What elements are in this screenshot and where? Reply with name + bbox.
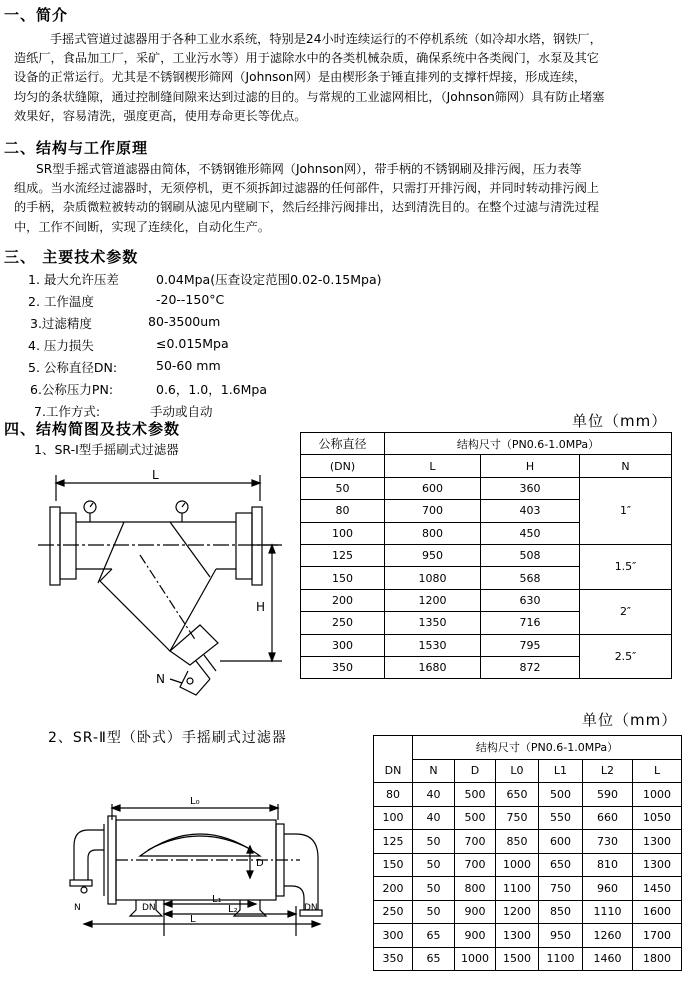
intro-paragraph (14, 30, 684, 126)
type2-label-l1: L₁ (212, 894, 222, 905)
spec-value: 0.6，1.0，1.6Mpa (156, 382, 268, 397)
type2-col-d: D (455, 759, 496, 783)
cell: 1800 (633, 947, 682, 971)
table-row (374, 806, 682, 830)
specs-heading: 三、 主要技术参数 (4, 248, 139, 266)
cell: 660 (583, 806, 633, 830)
cell: 1100 (496, 877, 539, 901)
spec-label: 2. 工作温度 (28, 294, 94, 309)
diagram-heading: 四、结构简图及技术参数 (4, 420, 181, 438)
type2-col-l0: L0 (496, 759, 539, 783)
cell: 1000 (496, 853, 539, 877)
cell: 650 (496, 783, 539, 807)
spec-label: 7.工作方式: (34, 404, 101, 419)
cell: 200 (301, 589, 385, 611)
structure-line: 组成。当水流经过滤器时，无须停机，更不须拆卸过滤器的任何部件，只需打开排污阀，并同时转动排污阀上 (14, 181, 599, 196)
spec-value: -20--150°C (156, 292, 225, 307)
cell: 1200 (385, 589, 481, 611)
cell: 850 (539, 900, 583, 924)
cell: 80 (301, 500, 385, 522)
table-row (301, 477, 672, 499)
spec-value: 50-60 mm (156, 358, 221, 373)
cell: 150 (301, 567, 385, 589)
table-row (374, 853, 682, 877)
cell: 650 (539, 853, 583, 877)
type2-dimension-table (373, 735, 682, 971)
structure-line: 的手柄，杂质微粒被转动的钢刷从滤见内壁刷下，然后经排污阀排出，达到清洗目的。在整个过滤与清洗过程 (14, 200, 599, 215)
type2-title: 2、SR-Ⅱ型（卧式）手摇刷式过滤器 (48, 730, 287, 746)
spec-label: 1. 最大允许压差 (28, 272, 119, 287)
cell: 350 (301, 656, 385, 678)
cell: 1080 (385, 567, 481, 589)
cell: 508 (481, 544, 580, 566)
spec-label: 5. 公称直径DN: (28, 360, 118, 375)
cell: 50 (301, 477, 385, 499)
type1-col-l: L (385, 455, 481, 477)
cell: 1000 (455, 947, 496, 971)
type1-col-dn: (DN) (301, 455, 385, 477)
cell: 950 (539, 924, 583, 948)
cell: 1100 (539, 947, 583, 971)
cell: 700 (385, 500, 481, 522)
cell: 1300 (633, 830, 682, 854)
cell: 590 (583, 783, 633, 807)
type2-filter-diagram (60, 790, 330, 940)
intro-line: 效果好，容易清洗，强度更高，使用寿命更长等优点。 (14, 108, 307, 123)
cell: 100 (301, 522, 385, 544)
cell: 716 (481, 612, 580, 634)
type1-col-n: N (580, 455, 672, 477)
type2-col-n: N (413, 759, 455, 783)
table-row (374, 783, 682, 807)
cell: 125 (301, 544, 385, 566)
structure-heading: 二、结构与工作原理 (4, 139, 149, 157)
cell: 1500 (496, 947, 539, 971)
type1-diagram-label-n: N (156, 672, 165, 686)
spec-value: ≤0.015Mpa (156, 336, 229, 351)
intro-heading: 一、简介 (4, 6, 69, 24)
cell: 50 (413, 877, 455, 901)
cell: 150 (374, 853, 413, 877)
table-row (374, 877, 682, 901)
cell: 950 (385, 544, 481, 566)
cell: 900 (455, 900, 496, 924)
cell: 700 (455, 830, 496, 854)
type1-diagram-label-h: H (256, 600, 266, 614)
cell: 750 (496, 806, 539, 830)
cell: 40 (413, 783, 455, 807)
cell: 1680 (385, 656, 481, 678)
cell: 80 (374, 783, 413, 807)
type2-label-n: N (74, 903, 81, 913)
cell: 500 (539, 783, 583, 807)
type2-col-l1: L1 (539, 759, 583, 783)
cell: 550 (539, 806, 583, 830)
cell: 403 (481, 500, 580, 522)
table-row (374, 900, 682, 924)
table-row (374, 947, 682, 971)
type2-head-blank (374, 736, 413, 760)
cell: 500 (455, 806, 496, 830)
cell: 1700 (633, 924, 682, 948)
spec-value: 0.04Mpa(压查设定范围0.02-0.15Mpa) (156, 272, 382, 287)
spec-label: 4. 压力损失 (28, 338, 94, 353)
cell: 800 (385, 522, 481, 544)
spec-label: 3.过滤精度 (30, 316, 92, 331)
cell: 900 (455, 924, 496, 948)
cell: 1600 (633, 900, 682, 924)
type2-label-d: D (256, 858, 264, 869)
type1-filter-diagram (20, 465, 295, 705)
cell: 872 (481, 656, 580, 678)
cell: 200 (374, 877, 413, 901)
cell: 800 (455, 877, 496, 901)
cell: 50 (413, 900, 455, 924)
structure-paragraph (14, 160, 684, 237)
cell: 750 (539, 877, 583, 901)
type1-diagram-label-l: L (152, 468, 159, 482)
table-row (301, 589, 672, 611)
table-row (374, 924, 682, 948)
type2-col-dn: DN (374, 759, 413, 783)
cell: 125 (374, 830, 413, 854)
type1-dimension-table (300, 432, 672, 679)
spec-label: 6.公称压力PN: (30, 382, 114, 397)
cell: 100 (374, 806, 413, 830)
intro-line: 造纸厂，食品加工厂，采矿，工业污水等）用于滤除水中的各类机械杂质，确保系统中各类阀门，水泵及其它 (14, 51, 599, 66)
cell: 1200 (496, 900, 539, 924)
type1-unit: 单位（mm） (572, 412, 668, 430)
cell: 1050 (633, 806, 682, 830)
cell: 1350 (385, 612, 481, 634)
intro-line: 均匀的条状缝隙，通过控制缝间隙来达到过滤的目的。与常规的工业滤网相比，（Johnson筛网）具有防止堵塞 (14, 89, 605, 104)
type2-head-dims: 结构尺寸（PN0.6-1.0MPa） (413, 736, 682, 760)
structure-line: 中，工作不间断，实现了连续化，自动化生产。 (14, 219, 270, 234)
cell: 300 (301, 634, 385, 656)
type2-label-l2: L₂ (228, 904, 238, 915)
structure-line: SR型手摇式管道滤器由简体，不锈钢锥形筛网（Johnson网），带手柄的不锈钢刷及排污阀，压力表等 (36, 162, 582, 176)
cell: 350 (374, 947, 413, 971)
type1-head-dn: 公称直径 (301, 433, 385, 455)
cell: 250 (374, 900, 413, 924)
type2-label-l: L (190, 914, 196, 925)
cell: 1300 (633, 853, 682, 877)
spec-list (0, 270, 420, 420)
cell: 250 (301, 612, 385, 634)
type2-label-dn-left: DN (142, 903, 156, 913)
cell: 1″ (580, 477, 672, 544)
type2-label-dn-right: DN (304, 903, 318, 913)
cell: 50 (413, 830, 455, 854)
cell: 700 (455, 853, 496, 877)
cell: 1.5″ (580, 544, 672, 589)
table-row (374, 830, 682, 854)
table-row (301, 634, 672, 656)
cell: 40 (413, 806, 455, 830)
cell: 600 (385, 477, 481, 499)
spec-value: 80-3500um (148, 314, 221, 329)
type2-col-l: L (633, 759, 682, 783)
cell: 65 (413, 947, 455, 971)
cell: 360 (481, 477, 580, 499)
cell: 2.5″ (580, 634, 672, 679)
cell: 2″ (580, 589, 672, 634)
cell: 500 (455, 783, 496, 807)
cell: 850 (496, 830, 539, 854)
cell: 600 (539, 830, 583, 854)
cell: 568 (481, 567, 580, 589)
cell: 810 (583, 853, 633, 877)
cell: 65 (413, 924, 455, 948)
cell: 960 (583, 877, 633, 901)
table-row (301, 544, 672, 566)
cell: 450 (481, 522, 580, 544)
cell: 1450 (633, 877, 682, 901)
cell: 730 (583, 830, 633, 854)
cell: 1530 (385, 634, 481, 656)
cell: 300 (374, 924, 413, 948)
cell: 795 (481, 634, 580, 656)
cell: 1110 (583, 900, 633, 924)
spec-value: 手动或自动 (150, 404, 213, 419)
cell: 630 (481, 589, 580, 611)
cell: 1460 (583, 947, 633, 971)
type1-title: 1、SR-Ⅰ型手摇刷式过滤器 (34, 442, 179, 457)
type1-col-h: H (481, 455, 580, 477)
cell: 1260 (583, 924, 633, 948)
type2-label-l0: L₀ (190, 796, 200, 807)
intro-line: 手摇式管道过滤器用于各种工业水系统，特别是24小时连续运行的不停机系统（如冷却水塔，钢铁厂， (50, 32, 602, 46)
intro-line: 设备的正常运行。尤其是不锈钢楔形筛网（Johnson网）是由楔形条于锤直排列的支撑杆焊接，形成连续， (14, 70, 587, 85)
type2-unit: 单位（mm） (582, 711, 678, 729)
cell: 1000 (633, 783, 682, 807)
cell: 50 (413, 853, 455, 877)
type1-head-dims: 结构尺寸（PN0.6-1.0MPa） (385, 433, 672, 455)
type2-col-l2: L2 (583, 759, 633, 783)
cell: 1300 (496, 924, 539, 948)
